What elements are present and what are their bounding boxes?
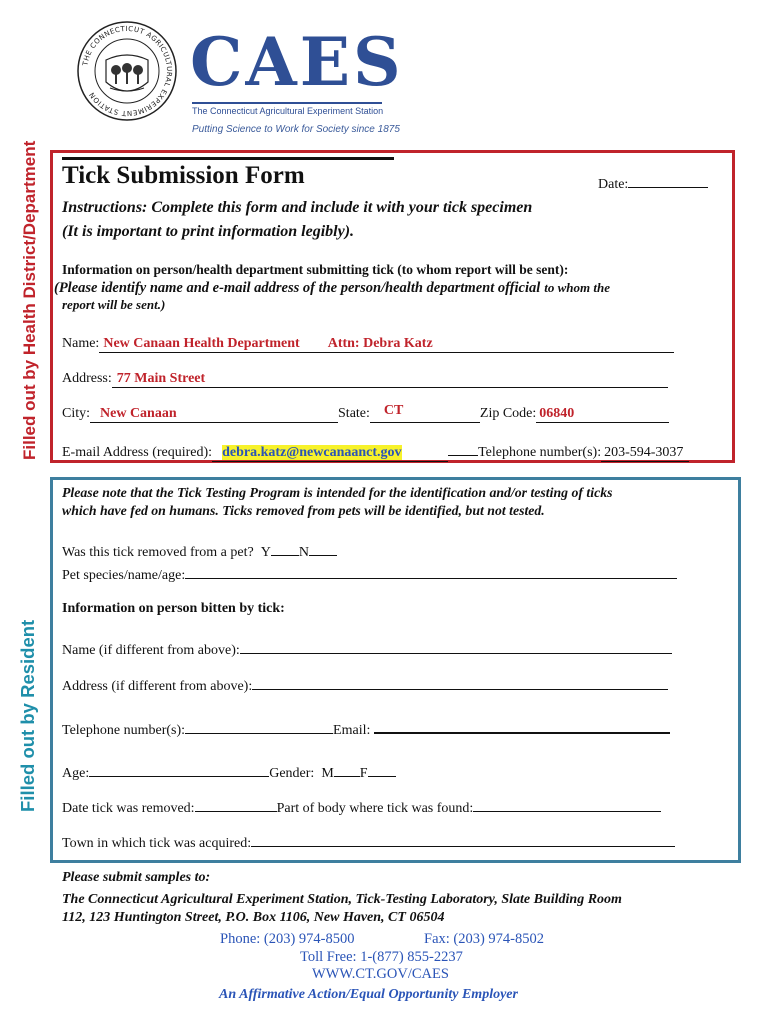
- email-line-tail: [448, 442, 478, 456]
- pet-no-label: N: [298, 545, 309, 560]
- date-removed-label: Date tick was removed:: [62, 801, 195, 816]
- bitten-email-label: Email:: [333, 723, 371, 738]
- pet-species-row: [62, 565, 677, 584]
- town-label: Town in which tick was acquired:: [62, 836, 252, 851]
- gender-m-label: M: [321, 766, 334, 781]
- logo-divider: [192, 102, 382, 104]
- address-value: 77 Main Street: [116, 371, 206, 386]
- email-label: E-mail Address (required):: [62, 445, 213, 460]
- city-input[interactable]: [90, 406, 338, 423]
- toll-free-number: Toll Free: 1-(877) 855-2237: [300, 949, 463, 965]
- bitten-address-input[interactable]: [252, 676, 668, 690]
- gender-m-input[interactable]: [334, 763, 360, 777]
- form-title: Tick Submission Form: [62, 162, 305, 189]
- submitter-note-part-a: (Please identify name and e-mail address of the person/health department official: [54, 280, 541, 296]
- instructions-line-2: (It is important to print information legibly).: [62, 223, 355, 240]
- city-value: New Canaan: [100, 406, 177, 421]
- website-link[interactable]: WWW.CT.GOV/CAES: [312, 966, 449, 982]
- body-part-label: Part of body where tick was found:: [276, 801, 474, 816]
- age-input[interactable]: [89, 763, 269, 777]
- removal-row: [62, 798, 661, 817]
- name-input[interactable]: [99, 336, 674, 353]
- address-input[interactable]: [112, 371, 668, 388]
- bitten-email-input[interactable]: [374, 720, 670, 734]
- submitter-heading: Information on person/health department submitting tick (to whom report will be sent):: [62, 262, 569, 277]
- phone-input[interactable]: [601, 445, 689, 462]
- name-row: [62, 336, 674, 353]
- date-line[interactable]: [628, 174, 708, 188]
- phone-value: 203-594-3037: [604, 445, 684, 460]
- bitten-address-row: [62, 676, 668, 695]
- bitten-phone-label: Telephone number(s):: [62, 723, 186, 738]
- caes-seal-logo: [76, 20, 178, 122]
- pet-yes-label: Y: [260, 545, 271, 560]
- zip-input[interactable]: [536, 406, 669, 423]
- submitter-note-part-b: to whom the: [544, 280, 611, 295]
- gender-label: Gender:: [269, 766, 315, 781]
- submit-heading: Please submit samples to:: [62, 870, 211, 885]
- town-input[interactable]: [251, 833, 675, 847]
- zip-label: Zip Code:: [479, 406, 537, 421]
- instructions-line-1: Instructions: Complete this form and include it with your tick specimen: [62, 199, 533, 216]
- date-label: Date:: [598, 177, 629, 192]
- phone-number: Phone: (203) 974-8500: [220, 931, 355, 947]
- zip-value: 06840: [539, 406, 575, 421]
- pet-question-label: Was this tick removed from a pet?: [62, 545, 254, 560]
- age-gender-row: [62, 763, 396, 782]
- submit-address-line-2: 112, 123 Huntington Street, P.O. Box 1106, New Haven, CT 06504: [62, 910, 445, 925]
- date-field[interactable]: [598, 174, 708, 193]
- station-tagline: Putting Science to Work for Society since 1875: [192, 124, 400, 135]
- submitter-note-line-2: report will be sent.): [62, 297, 166, 312]
- body-part-input[interactable]: [473, 798, 661, 812]
- date-removed-input[interactable]: [195, 798, 277, 812]
- pet-note-line-1: Please note that the Tick Testing Program is intended for the identification and/or testing of ticks: [62, 485, 613, 500]
- attn-value: Attn: Debra Katz: [327, 336, 433, 351]
- address-row: [62, 371, 668, 388]
- email-input[interactable]: [212, 445, 448, 462]
- side-label-resident: Filled out by Resident: [17, 619, 38, 812]
- submit-address-line-1: The Connecticut Agricultural Experiment Station, Tick-Testing Laboratory, Slate Building Room: [62, 892, 622, 907]
- pet-note-line-2: which have fed on humans. Ticks removed from pets will be identified, but not tested.: [62, 503, 545, 518]
- pet-question-row: [62, 542, 337, 561]
- state-label: State:: [338, 406, 370, 421]
- phone-label: Telephone number(s):: [478, 445, 602, 460]
- bitten-phone-input[interactable]: [185, 720, 333, 734]
- pet-species-input[interactable]: [185, 565, 677, 579]
- city-row: [62, 403, 669, 423]
- email-value: debra.katz@newcanaanct.gov: [222, 445, 402, 460]
- gender-f-label: F: [359, 766, 368, 781]
- city-label: City:: [62, 406, 91, 421]
- fax-number: Fax: (203) 974-8502: [424, 931, 545, 947]
- state-value: CT: [383, 403, 404, 418]
- pet-no-input[interactable]: [309, 542, 337, 556]
- bitten-address-label: Address (if different from above):: [62, 679, 253, 694]
- town-row: [62, 833, 675, 852]
- svg-text:THE CONNECTICUT AGRICULTURAL E: THE CONNECTICUT AGRICULTURAL EXPERIMENT STATION: [81, 24, 174, 118]
- address-label: Address:: [62, 371, 112, 386]
- bitten-name-input[interactable]: [240, 640, 672, 654]
- bitten-name-label: Name (if different from above):: [62, 643, 240, 658]
- name-value: New Canaan Health Department: [103, 336, 300, 351]
- pet-yes-input[interactable]: [271, 542, 299, 556]
- bitten-person-heading: Information on person bitten by tick:: [62, 601, 285, 616]
- name-label: Name:: [62, 336, 100, 351]
- submitter-note-line-1: [54, 279, 610, 297]
- age-label: Age:: [62, 766, 90, 781]
- bitten-name-row: [62, 640, 672, 659]
- caes-wordmark: CAES: [190, 23, 404, 101]
- pet-species-label: Pet species/name/age:: [62, 568, 186, 583]
- email-row: [62, 442, 689, 462]
- bitten-contact-row: [62, 720, 670, 739]
- eeo-statement: An Affirmative Action/Equal Opportunity Employer: [219, 987, 518, 1002]
- gender-f-input[interactable]: [368, 763, 396, 777]
- side-label-health-department: Filled out by Health District/Department: [20, 140, 39, 460]
- station-name: The Connecticut Agricultural Experiment Station: [192, 106, 384, 116]
- state-input[interactable]: [370, 403, 480, 423]
